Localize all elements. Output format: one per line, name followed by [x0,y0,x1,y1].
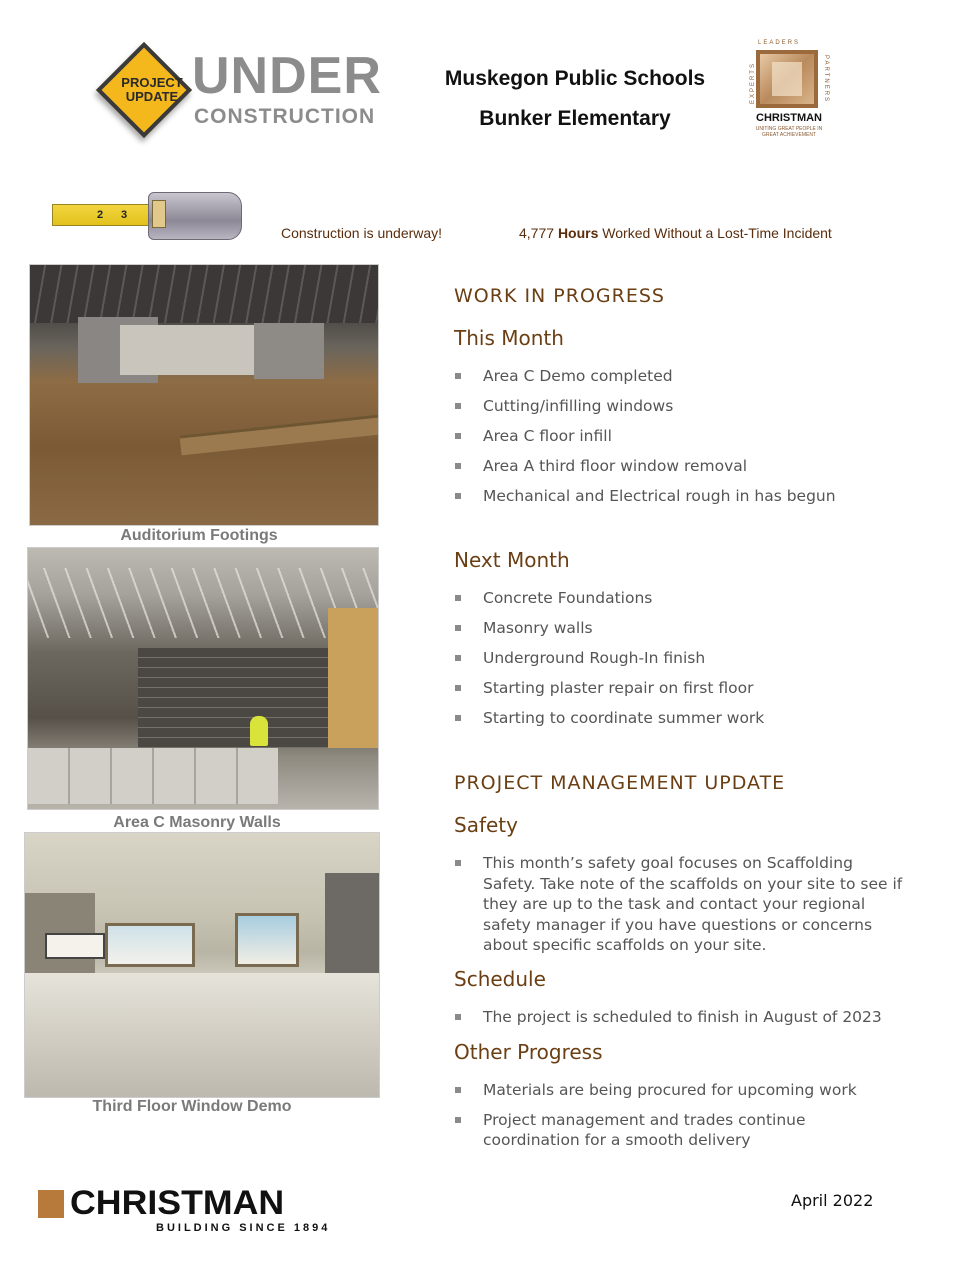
list-item: Starting to coordinate summer work [454,708,914,728]
brand-square [38,1190,64,1218]
christman-footer-logo [38,1184,338,1238]
other-progress-heading: Other Progress [454,1040,603,1064]
badge-right-word: PARTNERS [823,54,830,104]
sign-text: PROJECT UPDATE [121,75,183,104]
safety-heading: Safety [454,813,518,837]
next-month-heading: Next Month [454,548,570,572]
list-item: Underground Rough-In finish [454,648,914,668]
list-item: Masonry walls [454,618,914,638]
photo-caption: Area C Masonry Walls [113,814,281,831]
hours-worked [519,224,832,242]
badge-top-word: LEADERS [758,40,801,46]
other-progress-list [454,1080,904,1150]
list-item: Mechanical and Electrical rough in has begun [454,486,914,506]
under-wordmark: UNDER [192,47,382,105]
photo-caption: Third Floor Window Demo [92,1098,292,1115]
district-title: Muskegon Public Schools [444,67,706,90]
tape-blade [52,204,156,226]
list-item: Project management and trades continue coordination for a smooth delivery [454,1110,904,1150]
list-item: Area C Demo completed [454,366,914,386]
hours-suffix: Worked Without a Lost-Time Incident [602,225,832,241]
status-message: Construction is underway! [281,225,443,241]
safety-list [454,853,904,956]
auditorium-footings-photo [29,264,379,526]
photo-caption: Auditorium Footings [120,527,278,544]
list-item: Starting plaster repair on first floor [454,678,914,698]
company-tagline: BUILDING SINCE 1894 [156,1222,331,1234]
tape-clip [152,200,166,228]
project-management-heading: PROJECT MANAGEMENT UPDATE [454,772,786,794]
next-month-list [454,588,914,728]
this-month-list [454,366,914,506]
work-in-progress-heading: WORK IN PROGRESS [454,285,665,307]
window-demo-photo [24,832,380,1098]
hours-label: Hours [557,225,599,241]
list-item: Cutting/infilling windows [454,396,914,416]
this-month-heading: This Month [454,326,564,350]
badge-image [756,50,818,108]
schedule-list [454,1007,914,1027]
project-update-logo [92,40,402,150]
construction-sign-icon [100,46,188,134]
school-title: Bunker Elementary [479,107,671,130]
tape-number: 2 [97,209,104,221]
badge-name: CHRISTMAN [756,112,822,124]
list-item: Area A third floor window removal [454,456,914,476]
badge-tagline: UNITING GREAT PEOPLE IN GREAT ACHIEVEMENT [755,126,823,138]
list-item: The project is scheduled to finish in August of 2023 [454,1007,914,1027]
list-item: This month’s safety goal focuses on Scaffolding Safety. Take note of the scaffolds on your site to see if they are up to the task and contact your regional safety manager if you have questions or concerns about specific scaffolds on your site. [454,853,904,956]
construction-wordmark: CONSTRUCTION [194,105,376,128]
list-item: Area C floor infill [454,426,914,446]
badge-left-word: EXPERTS [749,62,756,104]
list-item: Concrete Foundations [454,588,914,608]
schedule-heading: Schedule [454,967,546,991]
masonry-walls-photo [27,547,379,810]
tape-measure-icon [52,192,244,242]
list-item: Materials are being procured for upcoming work [454,1080,904,1100]
company-name: CHRISTMAN [70,1184,285,1222]
christman-badge-logo [746,40,834,144]
tape-number: 3 [121,209,128,221]
hours-count: 4,777 [519,225,555,241]
issue-date: April 2022 [791,1191,874,1210]
